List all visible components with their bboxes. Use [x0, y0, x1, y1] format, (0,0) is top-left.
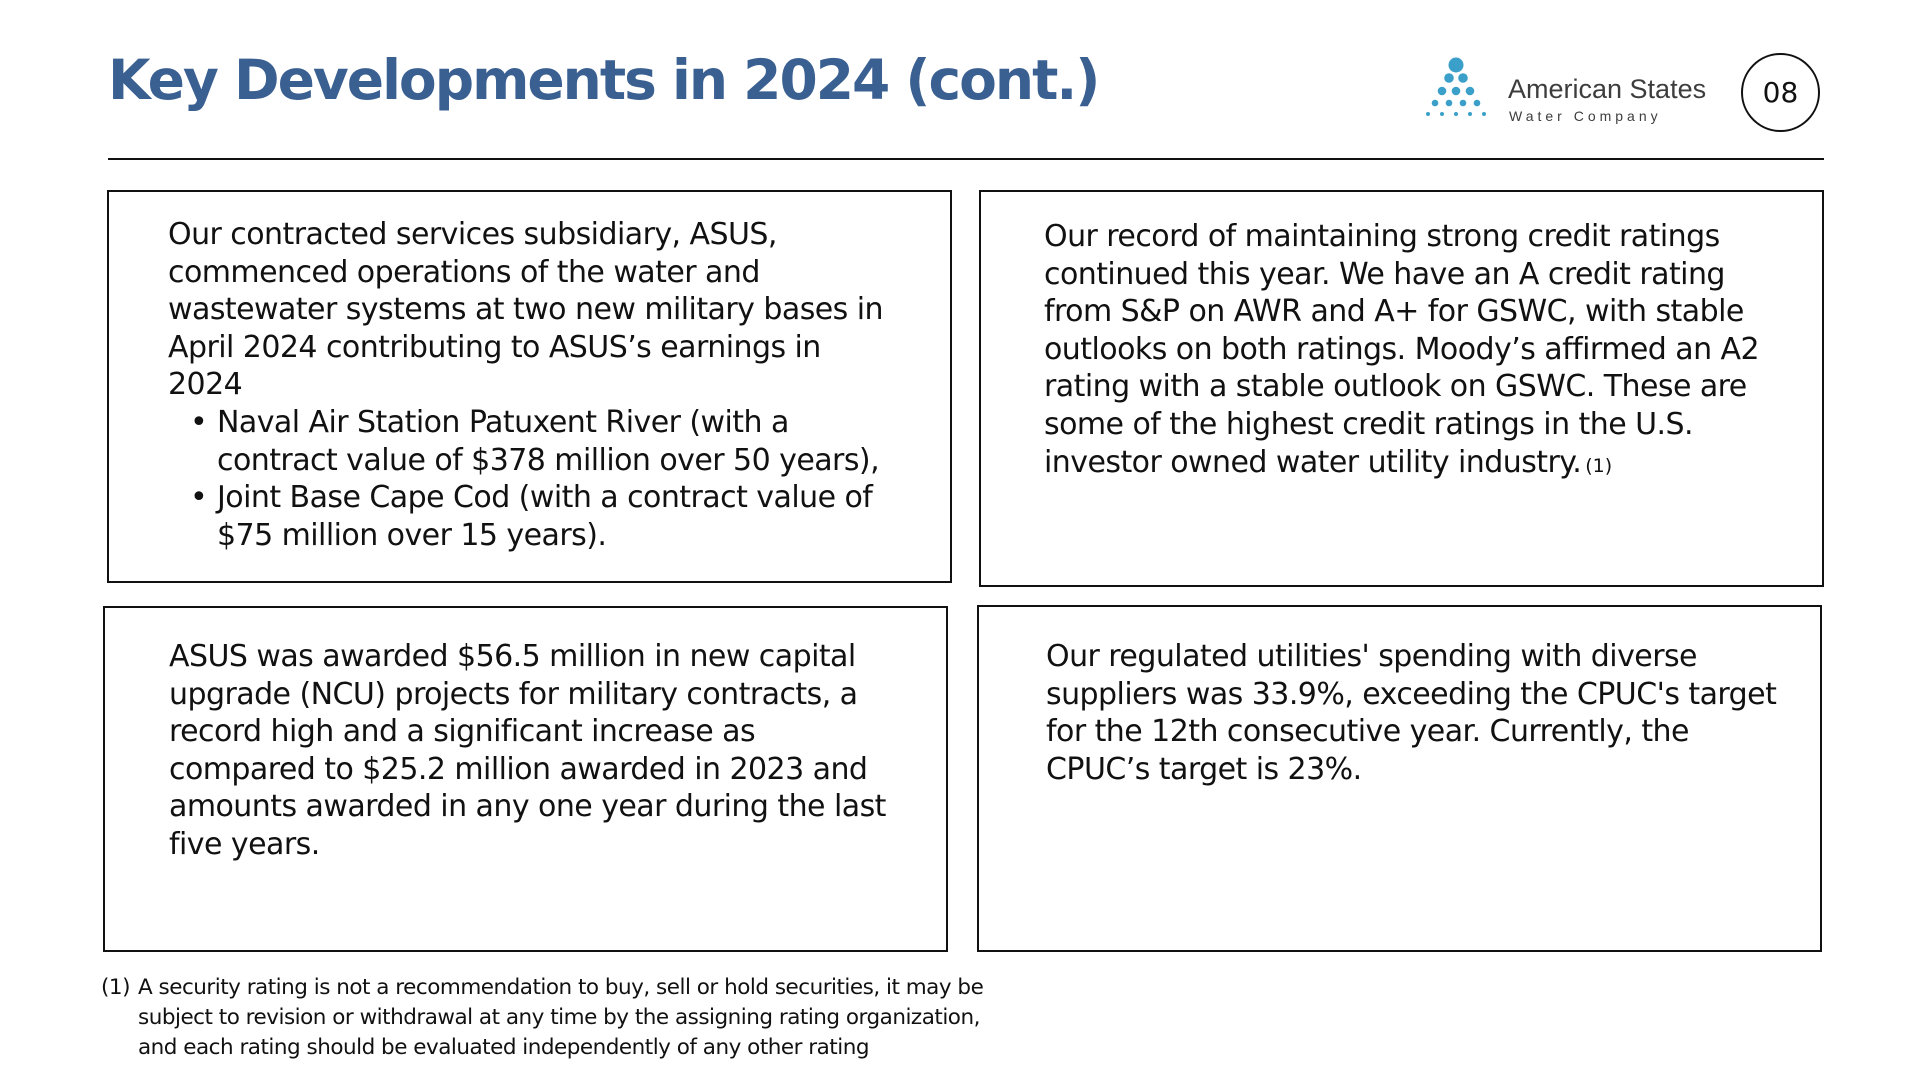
credit-ratings-text [1044, 218, 1782, 485]
credit-ratings-body: Our record of maintaining strong credit ratings continued this year. We have an A credit rating from S&P on AWR and A+ for GSWC, with stable outlooks on both ratings. Moody’s affirmed an A2 rating with a stable outlook on GSWC. These are some of the highest credit ratings in the U.S. investor owned water utility industry. [1044, 219, 1760, 480]
bullet-icon: • [190, 480, 208, 516]
asus-operations-box [107, 190, 952, 583]
logo-company-subtitle: Water Company [1509, 108, 1662, 124]
logo-company-name: American States [1508, 74, 1707, 104]
credit-ratings-box [979, 190, 1824, 587]
ncu-projects-box [103, 606, 948, 952]
header-divider [108, 158, 1824, 160]
diverse-suppliers-box [977, 605, 1822, 952]
list-item [168, 479, 896, 554]
ncu-projects-text: ASUS was awarded $56.5 million in new capital upgrade (NCU) projects for military contracts, a record high and a significant increase as compared to $25.2 million awarded in 2023 and amounts awarded in any one year during the last five years. [169, 639, 886, 862]
water-drops-logo-icon [1418, 54, 1502, 130]
list-item-text: Joint Base Cape Cod (with a contract value of $75 million over 15 years). [217, 480, 873, 553]
footnote-reference: (1) [1585, 454, 1613, 477]
footnote-text: A security rating is not a recommendation to buy, sell or hold securities, it may be subject to revision or withdrawal at any time by the assigning rating organization, and each rating should be evaluated independently of any other rating [138, 975, 984, 1060]
footnote [101, 973, 1021, 1063]
company-logo [1418, 54, 1718, 130]
footnote-number: (1) [101, 975, 130, 1000]
list-item [168, 404, 896, 479]
bullet-icon: • [190, 404, 208, 440]
asus-operations-intro: Our contracted services subsidiary, ASUS, commenced operations of the water and wastewater systems at two new military bases in April 2024 contributing to ASUS’s earnings in 2024 [168, 217, 883, 403]
diverse-suppliers-text: Our regulated utilities' spending with diverse suppliers was 33.9%, exceeding the CPUC's target for the 12th consecutive year. Currently, the CPUC’s target is 23%. [1046, 639, 1777, 787]
page-title: Key Developments in 2024 (cont.) [108, 48, 1099, 112]
military-bases-list [168, 404, 896, 554]
list-item-text: Naval Air Station Patuxent River (with a contract value of $378 million over 50 years), [217, 404, 880, 478]
page-number-badge: 08 [1741, 53, 1820, 132]
